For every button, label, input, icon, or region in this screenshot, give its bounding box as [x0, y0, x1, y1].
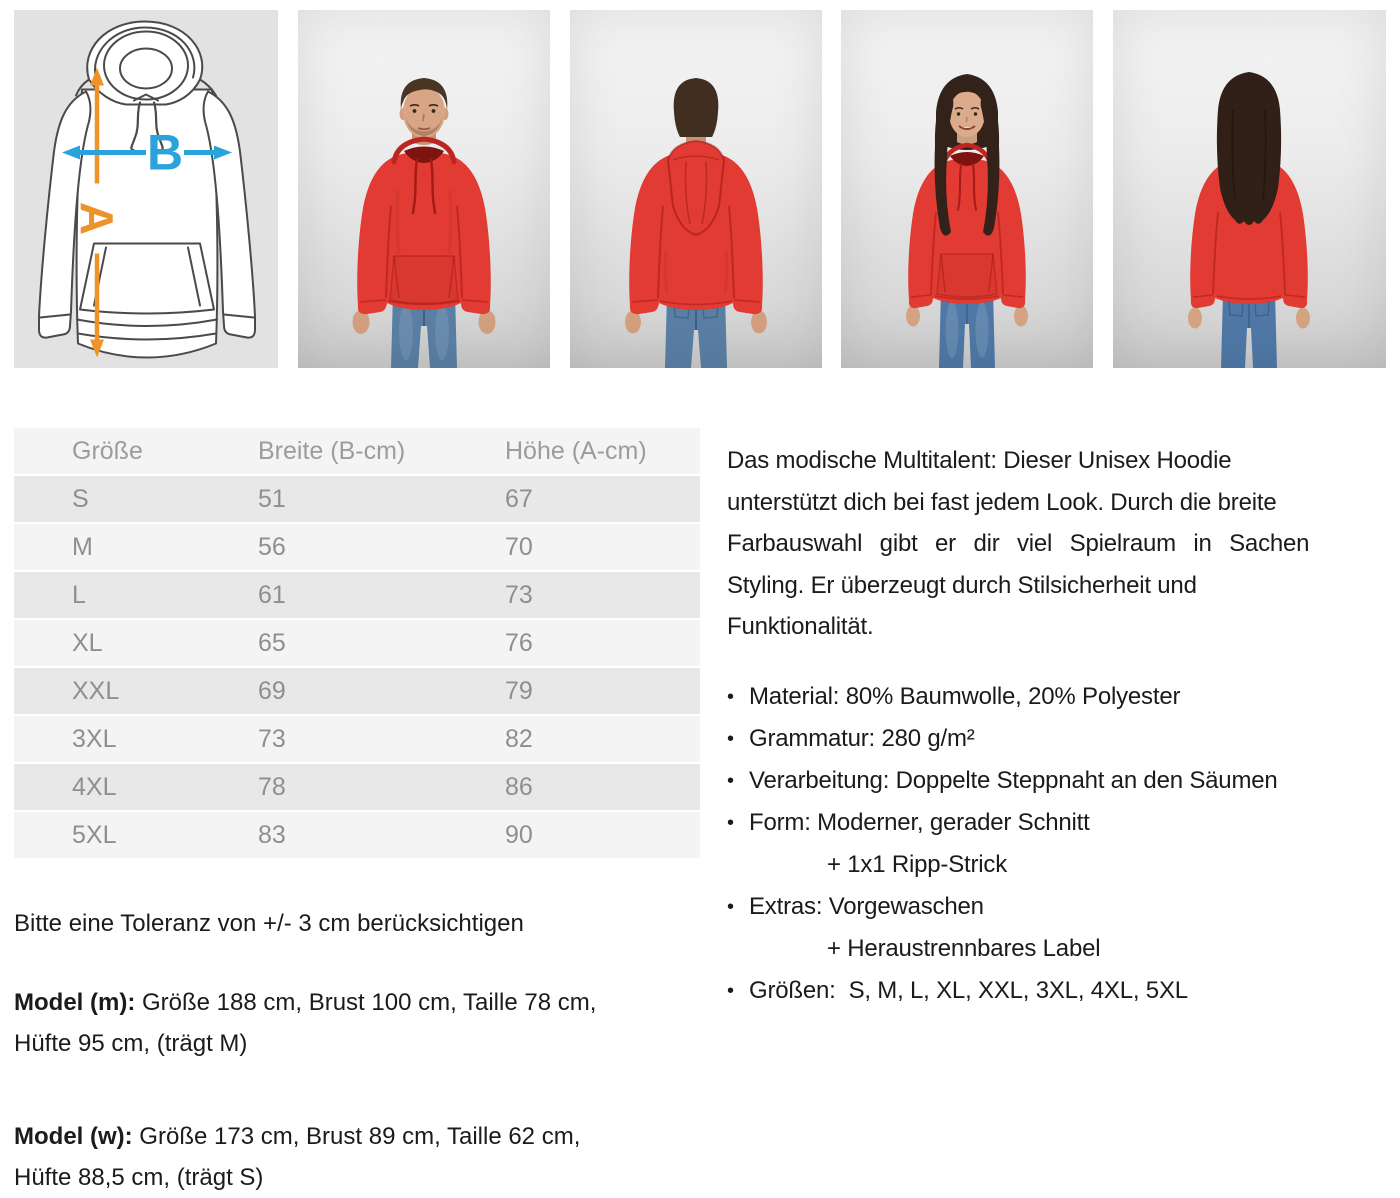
cell-height: 79	[505, 676, 533, 705]
bullet-icon: •	[727, 979, 734, 1002]
feature-text: Extras: Vorgewaschen	[749, 892, 984, 920]
cell-width: 69	[258, 676, 286, 705]
cell-width: 51	[258, 484, 286, 513]
man-front-graphic	[298, 10, 550, 368]
bullet-icon: •	[727, 811, 734, 834]
size-table-header-size: Größe	[72, 436, 143, 465]
cell-height: 82	[505, 724, 533, 753]
size-table-row	[14, 620, 700, 668]
model-m-label: Model (m):	[14, 989, 136, 1016]
model-w-measurements: Größe 173 cm, Brust 89 cm, Taille 62 cm,	[132, 1123, 581, 1150]
size-table-header-row	[14, 428, 700, 476]
feature-text: Größen: S, M, L, XL, XXL, 3XL, 4XL, 5XL	[749, 976, 1188, 1004]
cell-size: S	[72, 484, 89, 513]
feature-text: + 1x1 Ripp-Strick	[827, 850, 1007, 878]
width-arrow-label: B	[146, 124, 184, 181]
size-table-row	[14, 476, 700, 524]
description-line: Farbauswahl gibt er dir viel Spielraum in Sachen	[727, 530, 1310, 557]
product-feature-list	[727, 676, 1387, 1012]
size-table-header-width: Breite (B-cm)	[258, 436, 406, 465]
feature-item	[727, 970, 1387, 1012]
model-w-line1	[14, 1116, 700, 1157]
bullet-icon: •	[727, 685, 734, 708]
model-m-line1	[14, 982, 700, 1023]
woman-back-graphic	[1113, 10, 1386, 368]
size-table-row	[14, 572, 700, 620]
photo-woman-front	[841, 10, 1093, 368]
size-table-row	[14, 716, 700, 764]
description-line: Funktionalität.	[727, 613, 874, 640]
size-table	[14, 428, 700, 860]
product-description	[727, 440, 1387, 648]
cell-height: 73	[505, 580, 533, 609]
feature-text: + Heraustrennbares Label	[827, 934, 1101, 962]
hoodie-measurement-diagram-graphic	[14, 10, 278, 368]
cell-height: 70	[505, 532, 533, 561]
description-line: unterstützt dich bei fast jedem Look. Durch die breite	[727, 488, 1277, 516]
cell-size: 4XL	[72, 772, 117, 801]
model-m-measurements: Größe 188 cm, Brust 100 cm, Taille 78 cm,	[135, 989, 597, 1016]
feature-item	[727, 760, 1387, 802]
cell-width: 73	[258, 724, 286, 753]
product-description-column	[727, 428, 1387, 1198]
feature-item-continuation	[727, 928, 1387, 970]
cell-size: XXL	[72, 676, 120, 705]
product-image-gallery	[14, 10, 1386, 368]
photo-man-back	[570, 10, 822, 368]
size-table-row	[14, 812, 700, 860]
cell-width: 78	[258, 772, 286, 801]
cell-size: 5XL	[72, 820, 117, 849]
cell-height: 67	[505, 484, 533, 513]
photo-man-front	[298, 10, 550, 368]
cell-width: 65	[258, 628, 286, 657]
woman-front-graphic	[841, 10, 1093, 368]
bullet-icon: •	[727, 727, 734, 750]
feature-text: Form: Moderner, gerader Schnitt	[749, 808, 1090, 836]
cell-height: 90	[505, 820, 533, 849]
feature-item-continuation	[727, 844, 1387, 886]
man-back-graphic	[570, 10, 822, 368]
size-table-header-height: Höhe (A-cm)	[505, 436, 647, 465]
cell-size: XL	[72, 628, 103, 657]
size-table-row	[14, 764, 700, 812]
feature-item	[727, 676, 1387, 718]
product-details-section	[14, 428, 1387, 1198]
feature-text: Material: 80% Baumwolle, 20% Polyester	[749, 682, 1181, 710]
bullet-icon: •	[727, 769, 734, 792]
description-line: Styling. Er überzeugt durch Stilsicherheit und	[727, 571, 1197, 599]
size-diagram-image	[14, 10, 278, 368]
feature-item	[727, 802, 1387, 844]
feature-item	[727, 886, 1387, 928]
cell-width: 83	[258, 820, 286, 849]
model-m-note	[14, 982, 700, 1064]
description-line: Das modische Multitalent: Dieser Unisex Hoodie	[727, 447, 1232, 474]
cell-width: 61	[258, 580, 286, 609]
size-info-column	[14, 428, 700, 1198]
size-table-row	[14, 668, 700, 716]
model-w-line2: Hüfte 88,5 cm, (trägt S)	[14, 1164, 264, 1191]
bullet-icon: •	[727, 895, 734, 918]
cell-size: L	[72, 580, 86, 609]
photo-woman-back	[1113, 10, 1386, 368]
tolerance-note: Bitte eine Toleranz von +/- 3 cm berücksichtigen	[14, 910, 524, 937]
size-table-row	[14, 524, 700, 572]
cell-height: 76	[505, 628, 533, 657]
model-w-note	[14, 1116, 700, 1198]
feature-text: Grammatur: 280 g/m²	[749, 724, 975, 752]
cell-size: 3XL	[72, 724, 117, 753]
feature-item	[727, 718, 1387, 760]
cell-height: 86	[505, 772, 533, 801]
measurement-notes	[14, 910, 700, 1198]
cell-size: M	[72, 532, 93, 561]
cell-width: 56	[258, 532, 286, 561]
model-m-line2: Hüfte 95 cm, (trägt M)	[14, 1030, 248, 1057]
model-w-label: Model (w):	[14, 1123, 133, 1150]
height-arrow-label: A	[71, 201, 123, 236]
feature-text: Verarbeitung: Doppelte Steppnaht an den Säumen	[749, 766, 1278, 794]
